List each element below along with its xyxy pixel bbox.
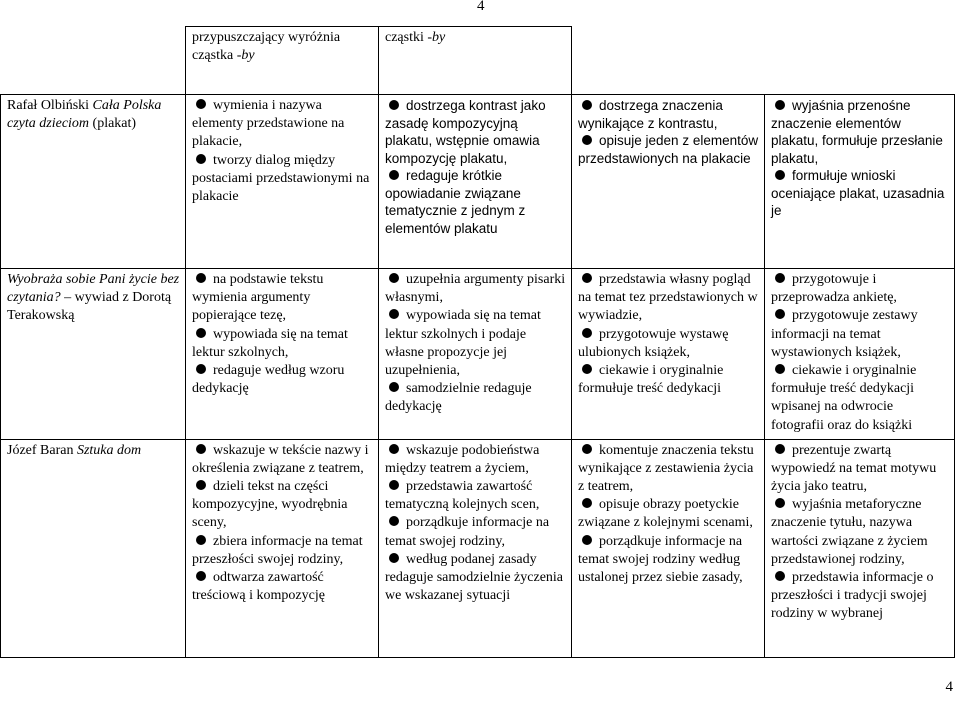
list-item [578, 533, 759, 588]
list-item-text: wskazuje podobieństwa między teatrem a życiem, [385, 442, 540, 476]
list-item [192, 569, 373, 605]
header-empty-cell [1, 27, 186, 95]
list-item [385, 514, 566, 550]
list-item-text: dzieli tekst na części kompozycyjne, wyodrębnia sceny, [192, 479, 348, 531]
list-item-text: wskazuje w tekście nazwy i określenia związane z teatrem, [192, 442, 369, 476]
list-item-text: według podanej zasady redaguje samodzielnie życzenia we wskazanej sytuacji [385, 551, 564, 604]
list-item [385, 271, 566, 307]
list-item-text: wypowiada się na temat lektur szkolnych i podaje własne propozycje jej uzupełnienia, [385, 308, 541, 378]
list-item [192, 362, 373, 398]
bullet-icon [582, 498, 592, 508]
list-item-text: przedstawia własny pogląd na temat tez przedstawionych w wywiadzie, [578, 272, 758, 324]
italic-text: Sztuka dom [76, 442, 142, 458]
header-row [1, 27, 955, 95]
bullet-icon [389, 480, 399, 490]
list-item-text: zbiera informacje na temat przeszłości swojej rodziny, [192, 533, 363, 567]
bullet-icon [389, 553, 399, 563]
italic-text: -by [236, 48, 255, 64]
table-row [1, 269, 955, 440]
bullet-icon [775, 273, 785, 283]
bullet-icon [582, 273, 592, 283]
bullet-icon [389, 309, 399, 319]
list-item [771, 569, 949, 624]
list-item [192, 97, 373, 152]
list-item-text: przedstawia zawartość tematyczną kolejnych scen, [385, 479, 540, 513]
bullet-icon [196, 444, 206, 454]
list-item-text: opisuje obrazy poetyckie związane z kolejnymi scenami, [578, 497, 753, 531]
bullet-icon [196, 328, 206, 338]
list-item [578, 362, 759, 398]
list-item-text: porządkuje informacje na temat swojej rodziny, [385, 515, 550, 549]
bullet-icon [196, 154, 206, 164]
list-item-text: formułuje wnioski oceniające plakat, uzasadnia je [771, 168, 945, 219]
list-item [771, 167, 949, 220]
bullet-icon [196, 273, 206, 283]
requirement-cell [186, 439, 379, 657]
page-number-bottom: 4 [945, 679, 953, 695]
list-item [192, 152, 373, 207]
requirement-cell [572, 269, 765, 440]
bullet-icon [196, 571, 206, 581]
requirement-cell [186, 95, 379, 269]
list-item [771, 271, 949, 307]
list-item [578, 271, 759, 326]
list-item [385, 167, 566, 237]
list-item-text: wyjaśnia przenośne znaczenie elementów plakatu, formułuje przesłanie plakatu, [771, 98, 943, 166]
list-item [771, 496, 949, 569]
bullet-icon [582, 100, 592, 110]
list-item [192, 478, 373, 533]
list-item-text: redaguje według wzoru dedykację [192, 362, 345, 397]
list-item [385, 478, 566, 514]
text: Rafał Olbiński [7, 98, 93, 113]
requirement-cell [765, 439, 955, 657]
header-empty-cell [765, 27, 955, 95]
text: – wywiad z Dorotą Terakowską [7, 290, 172, 324]
bullet-icon [775, 498, 785, 508]
requirement-cell [379, 269, 572, 440]
list-item-text: komentuje znaczenia tekstu wynikające z zestawienia życia z teatrem, [578, 442, 754, 495]
list-item [578, 326, 759, 362]
text: Józef Baran [7, 442, 77, 458]
list-item [385, 97, 566, 167]
bullet-icon [775, 170, 785, 180]
list-item [192, 271, 373, 326]
list-item [385, 442, 566, 478]
list-item [385, 307, 566, 380]
list-item-text: redaguje krótkie opowiadanie związane tematycznie z jednym z elementów plakatu [385, 168, 526, 236]
bullet-icon [582, 328, 592, 338]
list-item [771, 362, 949, 435]
list-item-text: ciekawie i oryginalnie formułuje treść dedykacji [578, 362, 724, 397]
bullet-icon [196, 535, 206, 545]
requirement-cell [379, 95, 572, 269]
list-item-text: opisuje jeden z elementów przedstawionych na plakacie [578, 133, 759, 166]
requirement-cell [572, 439, 765, 657]
list-item-text: przygotowuje wystawę ulubionych książek, [578, 326, 729, 360]
bullet-icon [582, 364, 592, 374]
header-cell-3 [379, 27, 572, 95]
italic-text: Cała Polska czyta dzieciom [7, 98, 162, 132]
list-item-text: tworzy dialog między postaciami przedstawionymi na plakacie [192, 152, 370, 204]
list-item [578, 496, 759, 532]
bullet-icon [389, 516, 399, 526]
list-item-text: przygotowuje zestawy informacji na temat wystawionych książek, [771, 308, 918, 360]
list-item [578, 132, 759, 167]
list-item-text: przedstawia informacje o przeszłości i tradycji swojej rodziny w wybranej [771, 570, 934, 622]
list-item-text: ciekawie i oryginalnie formułuje treść dedykacji wpisanej na odwrocie fotografii oraz do książki [771, 362, 917, 433]
list-item-text: wymienia i nazywa elementy przedstawione na plakacie, [192, 98, 345, 150]
italic-text: -by [427, 30, 446, 45]
bullet-icon [389, 170, 399, 180]
bullet-icon [775, 309, 785, 319]
list-item-text: dostrzega znaczenia wynikające z kontrastu, [578, 98, 723, 131]
list-item [578, 442, 759, 497]
list-item [771, 307, 949, 362]
bullet-icon [389, 444, 399, 454]
list-item-text: dostrzega kontrast jako zasadę kompozycyjną plakatu, wstępnie omawia kompozycję plakatu, [385, 98, 546, 166]
text: przypuszczający wyróżnia cząstka [192, 30, 341, 64]
list-item [192, 442, 373, 478]
bullet-icon [196, 480, 206, 490]
list-item [192, 533, 373, 569]
bullet-icon [775, 444, 785, 454]
bullet-icon [775, 100, 785, 110]
page-number-top: 4 [477, 0, 485, 14]
row-title-cell [1, 269, 186, 440]
requirements-table [0, 26, 955, 658]
bullet-icon [196, 364, 206, 374]
row-title-cell [1, 95, 186, 269]
requirement-cell [379, 439, 572, 657]
list-item [385, 551, 566, 606]
list-item [385, 380, 566, 416]
list-item-text: wypowiada się na temat lektur szkolnych, [192, 326, 348, 360]
bullet-icon [582, 135, 592, 145]
list-item [771, 442, 949, 497]
requirement-cell [186, 269, 379, 440]
bullet-icon [196, 99, 206, 109]
bullet-icon [775, 364, 785, 374]
list-item [771, 97, 949, 167]
bullet-icon [582, 444, 592, 454]
text: cząstki [385, 30, 428, 45]
italic-text: Wyobraża sobie Pani życie bez czytania? [7, 272, 180, 306]
list-item-text: samodzielnie redaguje dedykację [385, 381, 532, 415]
row-title-cell [1, 439, 186, 657]
table-row [1, 95, 955, 269]
bullet-icon [582, 535, 592, 545]
bullet-icon [389, 273, 399, 283]
bullet-icon [389, 100, 399, 110]
table-row [1, 439, 955, 657]
header-cell-2 [186, 27, 379, 95]
text: (plakat) [89, 116, 137, 132]
requirement-cell [765, 95, 955, 269]
list-item-text: odtwarza zawartość treściową i kompozycję [192, 570, 325, 604]
list-item-text: porządkuje informacje na temat swojej rodziny według ustalonej przez siebie zasady, [578, 533, 743, 585]
list-item-text: przygotowuje i przeprowadza ankietę, [771, 272, 897, 306]
list-item [578, 97, 759, 132]
header-empty-cell [572, 27, 765, 95]
bullet-icon [389, 382, 399, 392]
list-item-text: uzupełnia argumenty pisarki własnymi, [385, 272, 566, 306]
list-item [192, 326, 373, 362]
bullet-icon [775, 571, 785, 581]
list-item-text: na podstawie tekstu wymienia argumenty popierające tezę, [192, 272, 324, 324]
requirement-cell [765, 269, 955, 440]
list-item-text: prezentuje zwartą wypowiedź na temat motywu życia jako teatru, [771, 442, 937, 495]
requirement-cell [572, 95, 765, 269]
list-item-text: wyjaśnia metaforyczne znaczenie tytułu, nazywa wartości związane z życiem przedstawionej rodziny, [771, 497, 928, 567]
